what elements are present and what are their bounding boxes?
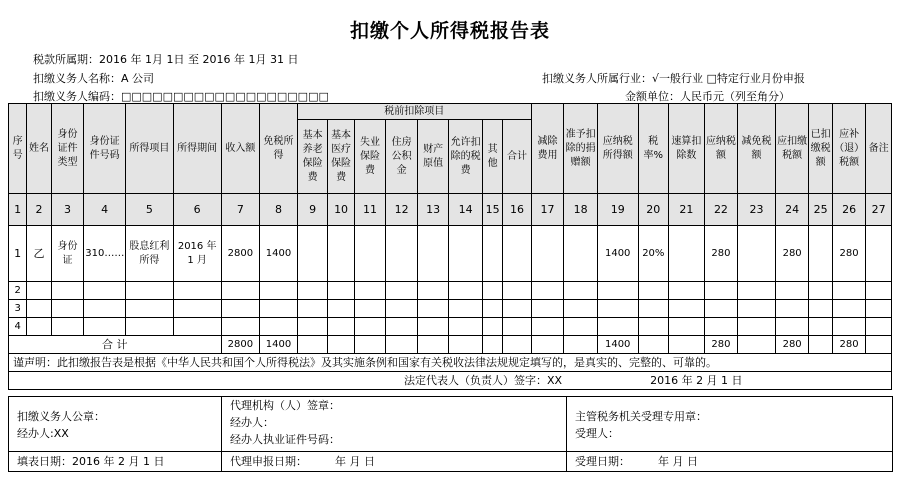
totals-tax-refund: 280 bbox=[832, 336, 866, 354]
header-housing-fund: 住房公积金 bbox=[386, 120, 418, 194]
column-number: 10 bbox=[328, 194, 354, 226]
table-row bbox=[9, 300, 892, 318]
accept-date-label: 受理日期： bbox=[575, 455, 630, 468]
amount-unit-label: 金额单位： bbox=[625, 90, 680, 103]
header-income-item: 所得项目 bbox=[125, 104, 173, 194]
industry-line bbox=[542, 70, 805, 86]
row-seq: 4 bbox=[9, 318, 27, 336]
column-number: 27 bbox=[866, 194, 892, 226]
column-number: 15 bbox=[482, 194, 502, 226]
tax-period-line bbox=[33, 51, 298, 67]
header-reduction-costs: 减除费用 bbox=[531, 104, 564, 194]
withholder-seal-label: 扣缴义务人公章： bbox=[17, 410, 105, 423]
table-row bbox=[9, 282, 892, 300]
agency-cert-label: 经办人执业证件号码： bbox=[230, 433, 340, 446]
column-number: 23 bbox=[738, 194, 776, 226]
header-tax-withheld: 已扣缴税额 bbox=[809, 104, 832, 194]
column-number: 26 bbox=[832, 194, 866, 226]
agency-cell bbox=[222, 397, 567, 452]
header-property-value: 财产原值 bbox=[417, 120, 449, 194]
totals-tax-payable: 280 bbox=[704, 336, 738, 354]
row1-id-number: 310…… bbox=[84, 226, 126, 282]
totals-tax-free-income: 1400 bbox=[260, 336, 298, 354]
header-tax-withheld-due: 应扣缴税额 bbox=[775, 104, 809, 194]
fill-date-cell bbox=[9, 452, 222, 472]
column-number: 7 bbox=[221, 194, 260, 226]
totals-tax-withheld-due: 280 bbox=[775, 336, 809, 354]
agency-date-label: 代理申报日期： bbox=[230, 455, 307, 468]
column-number: 4 bbox=[84, 194, 126, 226]
tax-authority-cell bbox=[567, 397, 893, 452]
header-subtotal: 合计 bbox=[503, 120, 531, 194]
accept-date-cell bbox=[567, 452, 893, 472]
fill-date-value: 2016 年 2 月 1 日 bbox=[72, 455, 165, 468]
declaration-date: 2016 年 2 月 1 日 bbox=[650, 374, 743, 387]
header-tax-reduction: 减免税额 bbox=[738, 104, 776, 194]
column-number: 25 bbox=[809, 194, 832, 226]
tax-authority-label: 主管税务机关受理专用章： bbox=[575, 410, 707, 423]
declaration-text: 谨声明：此扣缴报告表是根据《中华人民共和国个人所得税法》及其实施条例和国家有关税收法律法规规定填写的，是真实的、完整的、可靠的。 bbox=[9, 354, 892, 372]
tax-period-value: 2016 年 1月 1日 至 2016 年 1月 31 日 bbox=[99, 53, 299, 66]
column-number: 17 bbox=[531, 194, 564, 226]
header-approved-donation: 准予扣除的捐赠额 bbox=[564, 104, 598, 194]
receiver-label: 受理人： bbox=[575, 427, 619, 440]
agency-sign-label: 代理机构（人）签章： bbox=[230, 399, 340, 412]
amount-unit-value: 人民币元（列至角分） bbox=[680, 90, 790, 103]
header-id-type: 身份证件类型 bbox=[51, 104, 84, 194]
agency-date-value: 年 月 日 bbox=[335, 455, 375, 468]
header-name: 姓名 bbox=[27, 104, 51, 194]
withholder-name-value: A 公司 bbox=[121, 72, 155, 85]
column-number: 24 bbox=[775, 194, 809, 226]
column-number: 13 bbox=[417, 194, 449, 226]
column-number: 3 bbox=[51, 194, 84, 226]
legal-rep-value: XX bbox=[547, 374, 563, 387]
withholder-name-label: 扣缴义务人名称： bbox=[33, 72, 121, 85]
totals-row bbox=[9, 336, 892, 354]
column-number: 8 bbox=[260, 194, 298, 226]
column-number: 9 bbox=[297, 194, 328, 226]
row1-tax-withheld-due: 280 bbox=[775, 226, 809, 282]
header-income-period: 所得期间 bbox=[173, 104, 221, 194]
header-seq: 序号 bbox=[9, 104, 27, 194]
row1-income-amount: 2800 bbox=[221, 226, 260, 282]
withholder-name-line bbox=[33, 70, 154, 86]
column-number: 12 bbox=[386, 194, 418, 226]
row-seq: 2 bbox=[9, 282, 27, 300]
legal-rep-label: 法定代表人（负责人）签字： bbox=[404, 374, 547, 387]
header-tax-refund: 应补（退）税额 bbox=[832, 104, 866, 194]
withholder-handler-label: 经办人:XX bbox=[17, 427, 69, 440]
row-seq: 3 bbox=[9, 300, 27, 318]
totals-taxable-income: 1400 bbox=[597, 336, 638, 354]
accept-date-value: 年 月 日 bbox=[658, 455, 698, 468]
withholder-seal-cell bbox=[9, 397, 222, 452]
header-pre-tax-deduction-group: 税前扣除项目 bbox=[297, 104, 531, 120]
header-medical: 基本医疗保险费 bbox=[328, 120, 354, 194]
row1-tax-free-income: 1400 bbox=[260, 226, 298, 282]
totals-label: 合 计 bbox=[9, 336, 222, 354]
column-number-row bbox=[9, 194, 892, 226]
table-row bbox=[9, 226, 892, 282]
column-number: 18 bbox=[564, 194, 598, 226]
column-number: 14 bbox=[449, 194, 483, 226]
footer-table bbox=[8, 396, 893, 472]
fill-date-label: 填表日期： bbox=[17, 455, 72, 468]
legal-rep-line bbox=[9, 372, 892, 390]
header-remarks: 备注 bbox=[866, 104, 892, 194]
header-tax-payable: 应纳税额 bbox=[704, 104, 738, 194]
withholder-code-line bbox=[33, 88, 329, 104]
amount-unit-line bbox=[625, 88, 790, 104]
column-number: 16 bbox=[503, 194, 531, 226]
header-tax-free-income: 免税所得 bbox=[260, 104, 298, 194]
header-tax-rate: 税率% bbox=[638, 104, 669, 194]
column-number: 21 bbox=[669, 194, 705, 226]
column-number: 19 bbox=[597, 194, 638, 226]
row1-tax-refund: 280 bbox=[832, 226, 866, 282]
withholder-code-label: 扣缴义务人编码： bbox=[33, 90, 121, 103]
header-taxable-income: 应纳税所得额 bbox=[597, 104, 638, 194]
column-number: 5 bbox=[125, 194, 173, 226]
column-number: 2 bbox=[27, 194, 51, 226]
column-number: 6 bbox=[173, 194, 221, 226]
column-number: 22 bbox=[704, 194, 738, 226]
column-number: 11 bbox=[354, 194, 386, 226]
industry-options: √一般行业 □特定行业月份申报 bbox=[652, 72, 805, 85]
header-id-number: 身份证件号码 bbox=[84, 104, 126, 194]
agency-handler-label: 经办人： bbox=[230, 416, 274, 429]
header-quick-deduction: 速算扣除数 bbox=[669, 104, 705, 194]
row1-seq: 1 bbox=[9, 226, 27, 282]
withholder-code-value: □□□□□□□□□□□□□□□□□□□□ bbox=[121, 90, 329, 103]
agency-date-cell bbox=[222, 452, 567, 472]
column-number: 20 bbox=[638, 194, 669, 226]
tax-period-label: 税款所属期： bbox=[33, 53, 99, 66]
row1-tax-payable: 280 bbox=[704, 226, 738, 282]
table-row bbox=[9, 318, 892, 336]
column-number: 1 bbox=[9, 194, 27, 226]
form-title: 扣缴个人所得税报告表 bbox=[349, 20, 550, 42]
row1-id-type: 身份证 bbox=[51, 226, 84, 282]
tax-report-table bbox=[8, 103, 892, 390]
row1-tax-rate: 20% bbox=[638, 226, 669, 282]
row1-income-item: 股息红利所得 bbox=[125, 226, 173, 282]
industry-label: 扣缴义务人所属行业： bbox=[542, 72, 652, 85]
header-pension: 基本养老保险费 bbox=[297, 120, 328, 194]
header-income-amount: 收入额 bbox=[221, 104, 260, 194]
header-unemployment: 失业保险费 bbox=[354, 120, 386, 194]
header-other: 其他 bbox=[482, 120, 502, 194]
totals-income-amount: 2800 bbox=[221, 336, 260, 354]
row1-taxable-income: 1400 bbox=[597, 226, 638, 282]
header-allowed-tax-deduction: 允许扣除的税费 bbox=[449, 120, 483, 194]
row1-income-period: 2016 年 1 月 bbox=[173, 226, 221, 282]
row1-name: 乙 bbox=[27, 226, 51, 282]
